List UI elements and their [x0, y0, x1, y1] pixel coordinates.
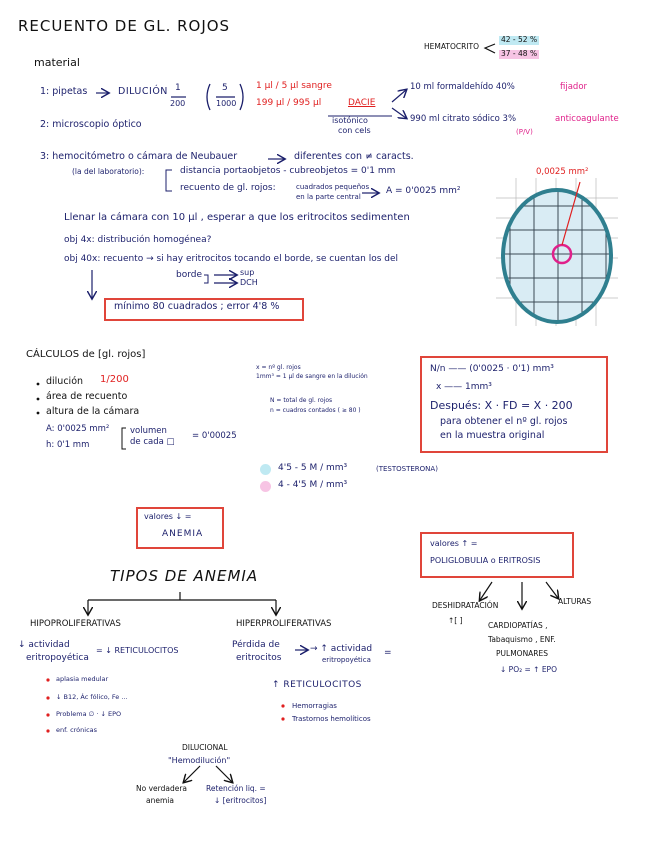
altura-item: altura de la cámara [46, 406, 140, 417]
hipo-item-3: Problema ∅ · ↓ EPO [56, 710, 122, 718]
calc-h: h: 0'1 mm [46, 440, 90, 450]
anticoagulante-tag: anticoagulante [555, 114, 619, 124]
cardiopatias: CARDIOPATÍAS , [488, 621, 548, 630]
neubauer-item: 3: hemocitómetro o cámara de Neubauer [40, 151, 238, 162]
hipo-item-4: enf. crónicas [56, 726, 98, 734]
parte-central: en la parte central [296, 193, 361, 201]
deshidratacion: DESHIDRATACIÓN [432, 601, 499, 610]
hiper-desc-3: → ↑ actividad [310, 644, 373, 654]
cuadrados-pequenos: cuadrados pequeños [296, 183, 370, 191]
hiper-desc-4: eritropoyética [322, 656, 371, 664]
red-line-2: 199 µl / 995 µl [256, 98, 322, 108]
dch-label: DCH [240, 278, 258, 287]
retencion-liq: Retención liq. = [206, 784, 266, 793]
deshidratacion-sub: ↑[ ] [448, 616, 463, 625]
sup-label: sup [240, 268, 255, 277]
frac2-den: 1000 [216, 99, 237, 108]
volumen-2: de cada □ [130, 437, 175, 447]
calculos-heading: CÁLCULOS de [gl. rojos] [26, 349, 146, 360]
range-female: 4 - 4'5 M / mm³ [278, 480, 348, 490]
hiper-desc-1: Pérdida de [232, 640, 280, 650]
eritrocitos-dil: ↓ [eritrocitos] [214, 796, 267, 805]
formaldehido-line: 10 ml formaldehído 40% [410, 82, 515, 92]
tipos-title: TIPOS DE ANEMIA [110, 567, 259, 585]
hipo-desc-2: eritropoyética [26, 653, 89, 663]
range-male: 4'5 - 5 M / mm³ [278, 463, 348, 473]
pipetas-label: 1: pipetas [40, 86, 88, 97]
po2-epo: ↓ PO₂ = ↑ EPO [500, 665, 557, 674]
hiper-eq: = [384, 648, 392, 658]
no-verdadera-2: anemia [146, 796, 174, 805]
hipo-reticulocitos: = ↓ RETICULOCITOS [96, 646, 179, 655]
dilucion-value: 1/200 [100, 374, 129, 385]
hipo-heading: HIPOPROLIFERATIVAS [30, 619, 121, 629]
hematocrito-label: HEMATOCRITO [424, 42, 480, 51]
lab-note: (la del laboratorio): [72, 167, 145, 176]
anemia-name: ANEMIA [162, 529, 204, 539]
pulmonares: PULMONARES [496, 649, 549, 658]
volumen-value: = 0'00025 [192, 431, 237, 441]
fijador-tag: fijador [560, 82, 588, 92]
citrato-line: 990 ml citrato sódico 3% [410, 114, 517, 124]
red-line-1: 1 µl / 5 µl sangre [256, 81, 332, 91]
neubauer-diff: diferentes con ≠ caracts. [294, 151, 414, 162]
fill-step: Llenar la cámara con 10 µl , esperar a que los eritrocitos sedimenten [64, 212, 410, 223]
anemia-low: valores ↓ = [144, 512, 192, 521]
borde-label: borde [176, 270, 203, 280]
poliglobulia-box [420, 532, 574, 578]
range-male-note: (TESTOSTERONA) [376, 465, 438, 473]
hiper-reticulocitos: ↑ RETICULOCITOS [272, 680, 362, 690]
hemocytometer-grid-figure [496, 178, 618, 326]
isotonico-1: isotónico [332, 116, 368, 125]
anemia-box [136, 507, 224, 549]
note-3: N = total de gl. rojos [270, 397, 333, 404]
poli-high: valores ↑ = [430, 539, 478, 548]
hematocrito-male: 42 - 52 % [501, 35, 538, 44]
frac2-num: 5 [222, 83, 228, 93]
volumen-1: volumen [130, 426, 167, 436]
formula-line-1: N/n —— (0'0025 · 0'1) mm³ [430, 364, 554, 374]
area-value: A = 0'0025 mm² [386, 186, 461, 196]
minimo-box [104, 298, 304, 321]
note-1: x = nº gl. rojos [256, 364, 301, 371]
formula-line-3: Después: X · FD = X · 200 [430, 399, 573, 412]
hipo-item-1: aplasia medular [56, 675, 109, 683]
formula-line-4: para obtener el nº gl. rojos [440, 416, 568, 427]
recuento-label: recuento de gl. rojos: [180, 183, 276, 193]
male-dot [260, 464, 271, 475]
material-heading: material [34, 56, 80, 69]
hipo-desc-1: ↓ actividad [18, 640, 70, 650]
formula-line-5: en la muestra original [440, 430, 545, 441]
hematocrito-female: 37 - 48 % [501, 49, 538, 58]
note-2: 1mm³ = 1 µl de sangre en la dilución [256, 373, 368, 380]
frac1-den: 200 [170, 99, 186, 108]
hematocrito-brace [485, 44, 495, 53]
page-title: RECUENTO DE GL. ROJOS [18, 17, 231, 35]
dilucional-heading: DILUCIONAL [182, 743, 228, 752]
female-dot [260, 481, 271, 492]
hipo-item-2: ↓ B12, Ác fólico, Fe ... [56, 693, 128, 701]
formula-line-2: x —— 1mm³ [436, 382, 492, 392]
calc-A: A: 0'0025 mm² [46, 424, 110, 434]
dilucion-item: dilución [46, 376, 84, 387]
hiper-desc-2: eritrocitos [236, 653, 282, 663]
frac1-num: 1 [175, 83, 181, 93]
no-verdadera: No verdadera [136, 784, 187, 793]
hiper-item-2: Trastornos hemolíticos [292, 715, 371, 723]
tabaquismo: Tabaquismo , ENF. [488, 635, 556, 644]
dilucion-label: DILUCIÓN [118, 86, 168, 97]
note-4: n = cuadros contados ( ≥ 80 ) [270, 407, 361, 414]
hiper-item-1: Hemorragias [292, 702, 337, 710]
microscopio-item: 2: microscopio óptico [40, 119, 142, 130]
obj40-step: obj 40x: recuento → si hay eritrocitos tocando el borde, se cuentan los del [64, 254, 399, 264]
hemodilucion: "Hemodilución" [168, 756, 231, 765]
poli-name: POLIGLOBULIA o ERITROSIS [430, 556, 541, 565]
isotonico-2: con cels [338, 126, 371, 135]
area-item: área de recuento [46, 391, 128, 402]
figure-label: 0,0025 mm² [536, 167, 589, 177]
dacie-label: DACIE [348, 98, 376, 108]
obj4-step: obj 4x: distribución homogénea? [64, 235, 212, 245]
distancia-line: distancia portaobjetos - cubreobjetos = 0'1 mm [180, 166, 396, 176]
alturas: ALTURAS [558, 597, 592, 606]
minimo-text: mínimo 80 cuadrados ; error 4'8 % [114, 301, 280, 312]
hiper-heading: HIPERPROLIFERATIVAS [236, 619, 332, 629]
formula-box [420, 356, 608, 453]
pv-tag: (P/V) [516, 128, 533, 136]
